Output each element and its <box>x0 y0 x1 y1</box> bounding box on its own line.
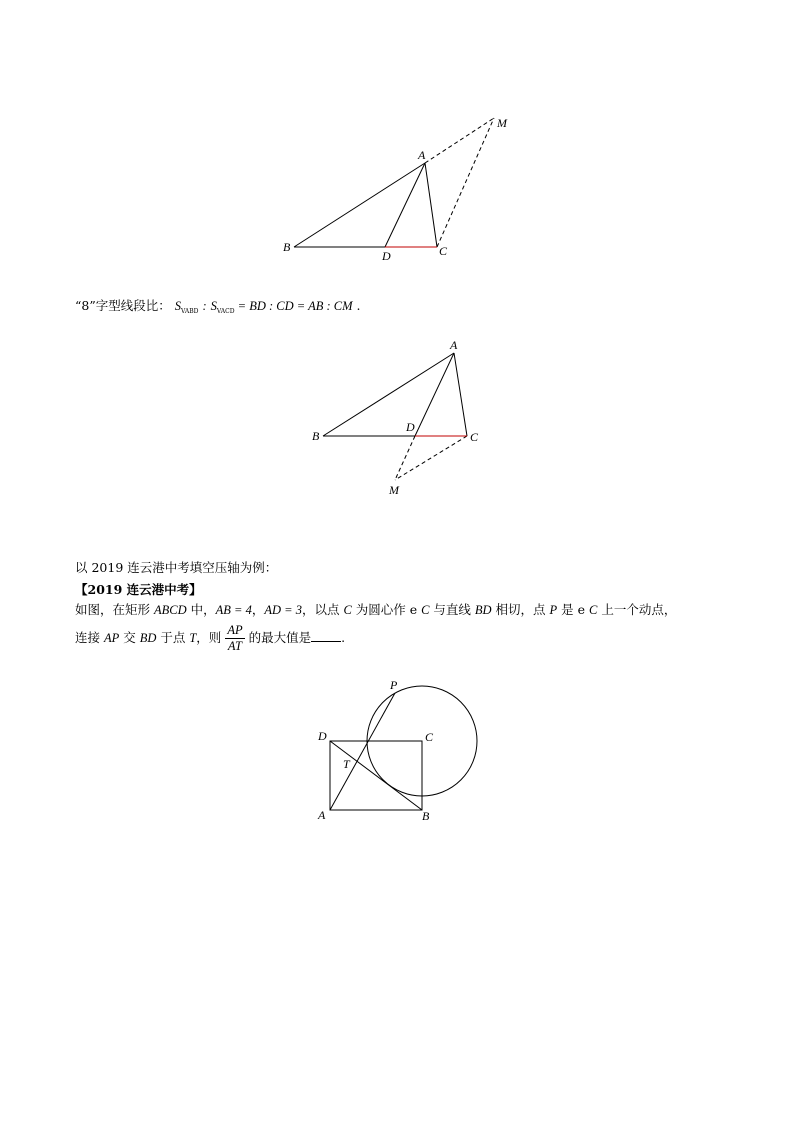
p2-m1: AP <box>103 631 120 645</box>
p1-t1: 如图，在矩形 <box>75 602 154 617</box>
ratio-sub1: VABD <box>180 308 199 315</box>
fig2-label-D: D <box>406 420 415 434</box>
fig3-label-T: T <box>343 757 350 771</box>
p2-t1: 连接 <box>75 630 104 645</box>
fig1-label-A: A <box>418 148 426 162</box>
ratio-prefix: “8”字型线段比： <box>75 298 171 313</box>
fig2-label-A: A <box>450 338 458 352</box>
fig2-label-M: M <box>389 483 399 497</box>
fig2-label-C: C <box>470 430 479 444</box>
fig3-label-P: P <box>390 678 398 692</box>
fig1-label-M: M <box>497 116 507 130</box>
ratio-s1: S <box>174 299 181 313</box>
ratio-rest: = BD : CD = AB : CM <box>234 299 353 313</box>
fig3-label-D: D <box>318 729 327 743</box>
fig1-label-D: D <box>382 249 391 263</box>
p1-m3: AD = 3 <box>264 603 302 617</box>
p2-t2: 交 <box>119 630 140 645</box>
fig3-label-C: C <box>425 730 434 744</box>
p1-t9: 上一个动点， <box>597 602 677 617</box>
p1-t7: 相切，点 <box>491 602 550 617</box>
fig1-label-B: B <box>283 240 291 254</box>
p1-t3: ， <box>251 602 265 617</box>
p2-t4: ，则 <box>196 630 222 645</box>
p2-t5: 的最大值是 <box>248 630 312 645</box>
p1-t8: 是 e <box>557 602 589 617</box>
p1-m1: ABCD <box>153 603 187 617</box>
p1-m8: C <box>589 603 598 617</box>
p2-t3: 于点 <box>156 630 190 645</box>
p2-t6: . <box>341 630 346 645</box>
p1-t6: 与直线 <box>429 602 475 617</box>
fig3-segment-AP <box>330 693 395 810</box>
ratio-end: . <box>352 298 361 313</box>
fig1-label-C: C <box>439 244 448 258</box>
p1-t5: 为圆心作 e <box>351 602 422 617</box>
ratio-colon: : <box>202 299 207 313</box>
p1-t4: ，以点 <box>301 602 344 617</box>
ratio-sub2: VACD <box>216 308 235 315</box>
p2-m2: BD <box>139 631 157 645</box>
ratio-s2: S <box>210 299 217 313</box>
problem-title: 【2019 连云港中考】 <box>75 582 202 597</box>
p1-t2: 中， <box>186 602 216 617</box>
p1-m5: C <box>421 603 430 617</box>
fig3-label-B: B <box>422 809 430 823</box>
intro-line: 以 2019 连云港中考填空压轴为例： <box>75 560 278 575</box>
p1-m6: BD <box>474 603 492 617</box>
p2-m3: T <box>189 631 197 645</box>
fig3-label-A: A <box>318 808 326 822</box>
fraction-denominator: AT <box>227 639 243 653</box>
p1-m7: P <box>549 603 558 617</box>
p1-m4: C <box>343 603 352 617</box>
p1-m2: AB = 4 <box>215 603 252 617</box>
fig3-diagonal-DB <box>330 741 422 810</box>
fig2-label-B: B <box>312 429 320 443</box>
fraction-numerator: AP <box>227 623 243 637</box>
